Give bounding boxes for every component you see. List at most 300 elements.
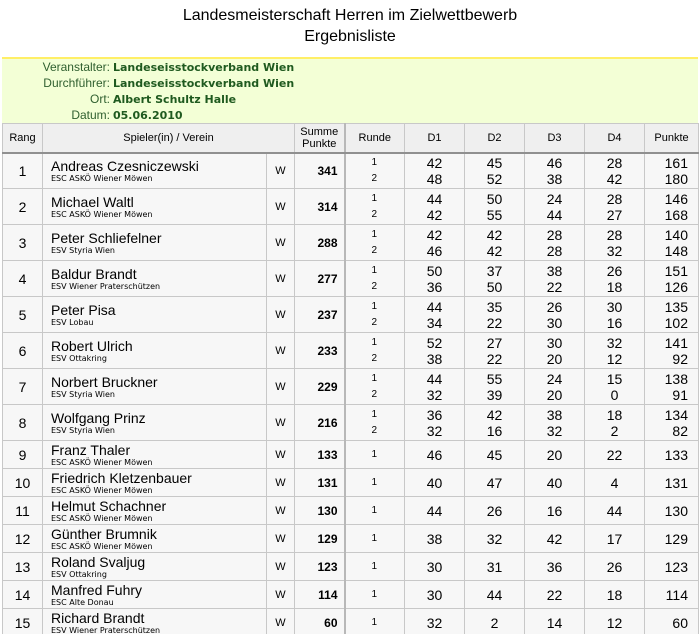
player-name: Robert Ulrich <box>51 338 133 354</box>
points-cell <box>645 525 699 553</box>
total-cell: 123 <box>295 553 345 581</box>
table-row <box>3 405 699 441</box>
player-cell <box>43 609 267 634</box>
table-row <box>3 469 699 497</box>
round-points: 91 <box>672 386 688 403</box>
category-cell: W <box>267 225 295 261</box>
rank-cell: 8 <box>3 405 43 441</box>
club-name: ESV Styria Wien <box>51 246 116 255</box>
d3-cell <box>525 369 585 405</box>
d2-cell <box>465 581 525 609</box>
total-cell: 60 <box>295 609 345 634</box>
d3-cell <box>525 297 585 333</box>
shot-value: 44 <box>426 502 443 519</box>
shot-value: 32 <box>426 386 443 403</box>
table-row <box>3 497 699 525</box>
round-cell <box>345 153 405 189</box>
rank-cell: 12 <box>3 525 43 553</box>
round-cell <box>345 609 405 634</box>
d4-cell <box>585 153 645 189</box>
info-label: Ort: <box>90 92 110 106</box>
club-name: ESC ASKÖ Wiener Möwen <box>51 514 153 523</box>
d2-cell <box>465 441 525 469</box>
total-cell: 277 <box>295 261 345 297</box>
d4-cell <box>585 497 645 525</box>
shot-value: 22 <box>606 446 623 463</box>
shot-value: 12 <box>606 350 623 367</box>
page-subtitle: Ergebnisliste <box>304 28 396 45</box>
points-cell <box>645 553 699 581</box>
d1-cell <box>405 497 465 525</box>
shot-value: 20 <box>546 386 563 403</box>
round-number: 2 <box>371 280 378 292</box>
d1-cell <box>405 553 465 581</box>
round-number: 1 <box>371 228 378 240</box>
shot-value: 42 <box>426 154 443 171</box>
d2-cell <box>465 153 525 189</box>
shot-value: 44 <box>486 586 503 603</box>
player-name: Manfred Fuhry <box>51 582 143 598</box>
shot-value: 17 <box>606 530 623 547</box>
round-points: 131 <box>664 474 688 491</box>
shot-value: 40 <box>546 474 563 491</box>
round-cell <box>345 225 405 261</box>
rank-cell: 5 <box>3 297 43 333</box>
shot-value: 39 <box>486 386 503 403</box>
event-info-panel <box>2 57 698 123</box>
shot-value: 16 <box>546 502 563 519</box>
round-number: 1 <box>371 156 378 168</box>
shot-value: 38 <box>546 406 563 423</box>
round-cell <box>345 297 405 333</box>
table-row <box>3 441 699 469</box>
round-cell <box>345 261 405 297</box>
d3-cell <box>525 189 585 225</box>
shot-value: 32 <box>426 614 443 631</box>
rank-cell: 9 <box>3 441 43 469</box>
category-cell: W <box>267 609 295 634</box>
round-number: 1 <box>371 192 378 204</box>
category-cell: W <box>267 405 295 441</box>
shot-value: 52 <box>426 334 443 351</box>
d4-cell <box>585 525 645 553</box>
shot-value: 0 <box>610 386 619 403</box>
d2-cell <box>465 469 525 497</box>
player-name: Friedrich Kletzenbauer <box>51 470 192 486</box>
player-cell <box>43 333 267 369</box>
d1-cell <box>405 261 465 297</box>
table-row <box>3 369 699 405</box>
player-cell <box>43 525 267 553</box>
rank-cell: 3 <box>3 225 43 261</box>
round-points: 180 <box>664 170 688 187</box>
shot-value: 44 <box>606 502 623 519</box>
d1-cell <box>405 441 465 469</box>
shot-value: 42 <box>486 406 503 423</box>
total-cell: 237 <box>295 297 345 333</box>
shot-value: 14 <box>546 614 563 631</box>
d4-cell <box>585 189 645 225</box>
rank-cell: 6 <box>3 333 43 369</box>
round-number: 1 <box>371 616 378 628</box>
player-cell <box>43 369 267 405</box>
club-name: ESV Styria Wien <box>51 426 116 435</box>
player-name: Helmut Schachner <box>51 498 167 514</box>
d2-cell <box>465 405 525 441</box>
shot-value: 26 <box>486 502 503 519</box>
total-cell: 229 <box>295 369 345 405</box>
shot-value: 55 <box>486 370 503 387</box>
d4-cell <box>585 261 645 297</box>
table-row <box>3 153 699 189</box>
header-d2: D2 <box>465 124 525 153</box>
player-cell <box>43 581 267 609</box>
shot-value: 44 <box>546 206 563 223</box>
points-cell <box>645 153 699 189</box>
shot-value: 42 <box>426 226 443 243</box>
player-name: Günther Brumnik <box>51 526 157 542</box>
total-cell: 114 <box>295 581 345 609</box>
club-name: ESV Wiener Praterschützen <box>51 282 161 291</box>
round-points: 146 <box>664 190 688 207</box>
shot-value: 22 <box>546 586 563 603</box>
round-points: 148 <box>664 242 688 259</box>
shot-value: 27 <box>606 206 623 223</box>
round-points: 168 <box>664 206 688 223</box>
shot-value: 44 <box>426 190 443 207</box>
d3-cell <box>525 581 585 609</box>
shot-value: 50 <box>486 278 503 295</box>
points-cell <box>645 497 699 525</box>
shot-value: 28 <box>606 154 623 171</box>
player-name: Michael Waltl <box>51 194 134 210</box>
round-number: 1 <box>371 372 378 384</box>
results-body <box>3 153 699 634</box>
shot-value: 32 <box>606 334 623 351</box>
shot-value: 16 <box>486 422 503 439</box>
category-cell: W <box>267 497 295 525</box>
d3-cell <box>525 497 585 525</box>
player-name: Andreas Czesniczewski <box>51 158 199 175</box>
d3-cell <box>525 261 585 297</box>
player-name: Peter Pisa <box>51 302 116 318</box>
info-value: Albert Schultz Halle <box>113 93 237 106</box>
d1-cell <box>405 525 465 553</box>
round-points: 151 <box>664 262 688 279</box>
header-runde: Runde <box>345 124 405 153</box>
round-points: 123 <box>664 558 688 575</box>
d3-cell <box>525 441 585 469</box>
shot-value: 40 <box>426 474 443 491</box>
results-table <box>2 123 699 634</box>
d2-cell <box>465 609 525 634</box>
shot-value: 28 <box>606 226 623 243</box>
shot-value: 26 <box>606 262 623 279</box>
shot-value: 26 <box>606 558 623 575</box>
shot-value: 46 <box>546 154 563 171</box>
round-number: 2 <box>371 172 378 184</box>
player-name: Wolfgang Prinz <box>51 410 146 426</box>
points-cell <box>645 189 699 225</box>
shot-value: 28 <box>546 226 563 243</box>
rank-cell: 2 <box>3 189 43 225</box>
player-name: Franz Thaler <box>51 442 131 458</box>
category-cell: W <box>267 369 295 405</box>
header-d4: D4 <box>585 124 645 153</box>
round-points: 138 <box>664 370 688 387</box>
d4-cell <box>585 225 645 261</box>
shot-value: 18 <box>606 586 623 603</box>
shot-value: 22 <box>486 350 503 367</box>
shot-value: 31 <box>486 558 503 575</box>
category-cell: W <box>267 153 295 189</box>
round-points: 161 <box>664 154 688 171</box>
category-cell: W <box>267 333 295 369</box>
shot-value: 34 <box>426 314 443 331</box>
shot-value: 42 <box>486 226 503 243</box>
total-cell: 130 <box>295 497 345 525</box>
club-name: ESC Alte Donau <box>51 598 114 607</box>
player-cell <box>43 553 267 581</box>
rank-cell: 11 <box>3 497 43 525</box>
player-cell <box>43 153 267 189</box>
shot-value: 50 <box>486 190 503 207</box>
rank-cell: 15 <box>3 609 43 634</box>
header-summe <box>295 124 345 153</box>
shot-value: 47 <box>486 474 503 491</box>
round-number: 2 <box>371 316 378 328</box>
player-cell <box>43 261 267 297</box>
club-name: ESV Wiener Praterschützen <box>51 626 161 634</box>
table-header-row <box>3 124 699 153</box>
shot-value: 35 <box>486 298 503 315</box>
shot-value: 38 <box>546 262 563 279</box>
round-number: 1 <box>371 560 378 572</box>
round-points: 140 <box>664 226 688 243</box>
round-number: 2 <box>371 208 378 220</box>
round-points: 130 <box>664 502 688 519</box>
table-row <box>3 225 699 261</box>
shot-value: 27 <box>486 334 503 351</box>
d3-cell <box>525 469 585 497</box>
category-cell: W <box>267 189 295 225</box>
category-cell: W <box>267 261 295 297</box>
d3-cell <box>525 405 585 441</box>
club-name: ESV Lobau <box>51 318 94 327</box>
shot-value: 36 <box>426 406 443 423</box>
info-value: Landeseisstockverband Wien <box>113 61 295 74</box>
round-points: 141 <box>664 334 688 351</box>
rank-cell: 10 <box>3 469 43 497</box>
club-name: ESV Ottakring <box>51 354 107 363</box>
total-cell: 133 <box>295 441 345 469</box>
info-row-location <box>2 92 698 107</box>
player-cell <box>43 469 267 497</box>
player-cell <box>43 497 267 525</box>
shot-value: 36 <box>546 558 563 575</box>
shot-value: 38 <box>546 170 563 187</box>
shot-value: 24 <box>546 190 563 207</box>
d2-cell <box>465 525 525 553</box>
d1-cell <box>405 369 465 405</box>
info-row-date <box>2 108 698 123</box>
table-row <box>3 553 699 581</box>
page-title: Landesmeisterschaft Herren im Zielwettbewerb <box>182 7 518 24</box>
shot-value: 2 <box>490 614 499 631</box>
shot-value: 38 <box>426 350 443 367</box>
round-points: 129 <box>664 530 688 547</box>
round-points: 82 <box>672 422 688 439</box>
round-number: 2 <box>371 244 378 256</box>
shot-value: 32 <box>606 242 623 259</box>
d4-cell <box>585 369 645 405</box>
d1-cell <box>405 189 465 225</box>
d3-cell <box>525 225 585 261</box>
table-row <box>3 525 699 553</box>
points-cell <box>645 261 699 297</box>
shot-value: 32 <box>486 530 503 547</box>
d1-cell <box>405 153 465 189</box>
round-cell <box>345 553 405 581</box>
round-cell <box>345 333 405 369</box>
d3-cell <box>525 333 585 369</box>
table-row <box>3 581 699 609</box>
round-points: 60 <box>672 614 688 631</box>
d1-cell <box>405 469 465 497</box>
shot-value: 38 <box>426 530 443 547</box>
club-name: ESV Ottakring <box>51 570 107 579</box>
club-name: ESC ASKÖ Wiener Möwen <box>51 174 153 184</box>
points-cell <box>645 225 699 261</box>
d2-cell <box>465 189 525 225</box>
points-cell <box>645 609 699 634</box>
total-cell: 129 <box>295 525 345 553</box>
total-cell: 314 <box>295 189 345 225</box>
club-name: ESV Styria Wien <box>51 390 116 399</box>
d3-cell <box>525 525 585 553</box>
shot-value: 26 <box>546 298 563 315</box>
table-row <box>3 297 699 333</box>
round-number: 1 <box>371 504 378 516</box>
category-cell: W <box>267 469 295 497</box>
round-number: 2 <box>371 388 378 400</box>
header-summe-line2: Punkte <box>302 137 337 150</box>
d2-cell <box>465 333 525 369</box>
d1-cell <box>405 405 465 441</box>
shot-value: 48 <box>426 170 443 187</box>
round-number: 1 <box>371 300 378 312</box>
shot-value: 45 <box>486 446 503 463</box>
table-row <box>3 261 699 297</box>
shot-value: 52 <box>486 170 503 187</box>
info-label: Durchführer: <box>43 76 110 90</box>
header-spieler: Spieler(in) / Verein <box>43 124 295 153</box>
club-name: ESC ASKÖ Wiener Möwen <box>51 486 153 495</box>
points-cell <box>645 441 699 469</box>
header-d3: D3 <box>525 124 585 153</box>
table-row <box>3 609 699 634</box>
round-cell <box>345 441 405 469</box>
shot-value: 12 <box>606 614 623 631</box>
points-cell <box>645 405 699 441</box>
d1-cell <box>405 333 465 369</box>
shot-value: 42 <box>426 206 443 223</box>
club-name: ESC ASKÖ Wiener Möwen <box>51 542 153 551</box>
round-cell <box>345 525 405 553</box>
points-cell <box>645 369 699 405</box>
round-number: 1 <box>371 448 378 460</box>
shot-value: 50 <box>426 262 443 279</box>
shot-value: 15 <box>606 370 623 387</box>
d1-cell <box>405 297 465 333</box>
round-points: 126 <box>664 278 688 295</box>
d4-cell <box>585 333 645 369</box>
shot-value: 22 <box>486 314 503 331</box>
shot-value: 32 <box>426 422 443 439</box>
d3-cell <box>525 553 585 581</box>
shot-value: 28 <box>546 242 563 259</box>
shot-value: 18 <box>606 278 623 295</box>
shot-value: 2 <box>610 422 619 439</box>
player-cell <box>43 189 267 225</box>
header-summe-line1: Summe <box>300 125 339 138</box>
d4-cell <box>585 553 645 581</box>
round-number: 1 <box>371 264 378 276</box>
player-cell <box>43 405 267 441</box>
club-name: ESC ASKÖ Wiener Möwen <box>51 458 153 467</box>
shot-value: 46 <box>426 446 443 463</box>
player-cell <box>43 225 267 261</box>
round-points: 114 <box>665 586 688 603</box>
d2-cell <box>465 261 525 297</box>
shot-value: 32 <box>546 422 563 439</box>
info-row-organizer <box>2 60 698 75</box>
shot-value: 30 <box>426 586 443 603</box>
shot-value: 30 <box>546 334 563 351</box>
points-cell <box>645 581 699 609</box>
d2-cell <box>465 369 525 405</box>
shot-value: 20 <box>546 350 563 367</box>
category-cell: W <box>267 553 295 581</box>
category-cell: W <box>267 297 295 333</box>
shot-value: 30 <box>426 558 443 575</box>
shot-value: 46 <box>426 242 443 259</box>
round-points: 102 <box>664 314 688 331</box>
club-name: ESC ASKÖ Wiener Möwen <box>51 210 153 219</box>
shot-value: 20 <box>546 446 563 463</box>
category-cell: W <box>267 581 295 609</box>
shot-value: 18 <box>606 406 623 423</box>
player-cell <box>43 297 267 333</box>
round-number: 2 <box>371 352 378 364</box>
d1-cell <box>405 225 465 261</box>
header-d1: D1 <box>405 124 465 153</box>
d4-cell <box>585 297 645 333</box>
rank-cell: 14 <box>3 581 43 609</box>
header-rang: Rang <box>3 124 43 153</box>
d2-cell <box>465 553 525 581</box>
player-name: Peter Schliefelner <box>51 230 162 246</box>
d2-cell <box>465 225 525 261</box>
round-number: 1 <box>371 336 378 348</box>
d2-cell <box>465 297 525 333</box>
round-cell <box>345 189 405 225</box>
round-points: 92 <box>672 350 688 367</box>
d4-cell <box>585 405 645 441</box>
category-cell: W <box>267 441 295 469</box>
round-number: 1 <box>371 532 378 544</box>
d4-cell <box>585 581 645 609</box>
